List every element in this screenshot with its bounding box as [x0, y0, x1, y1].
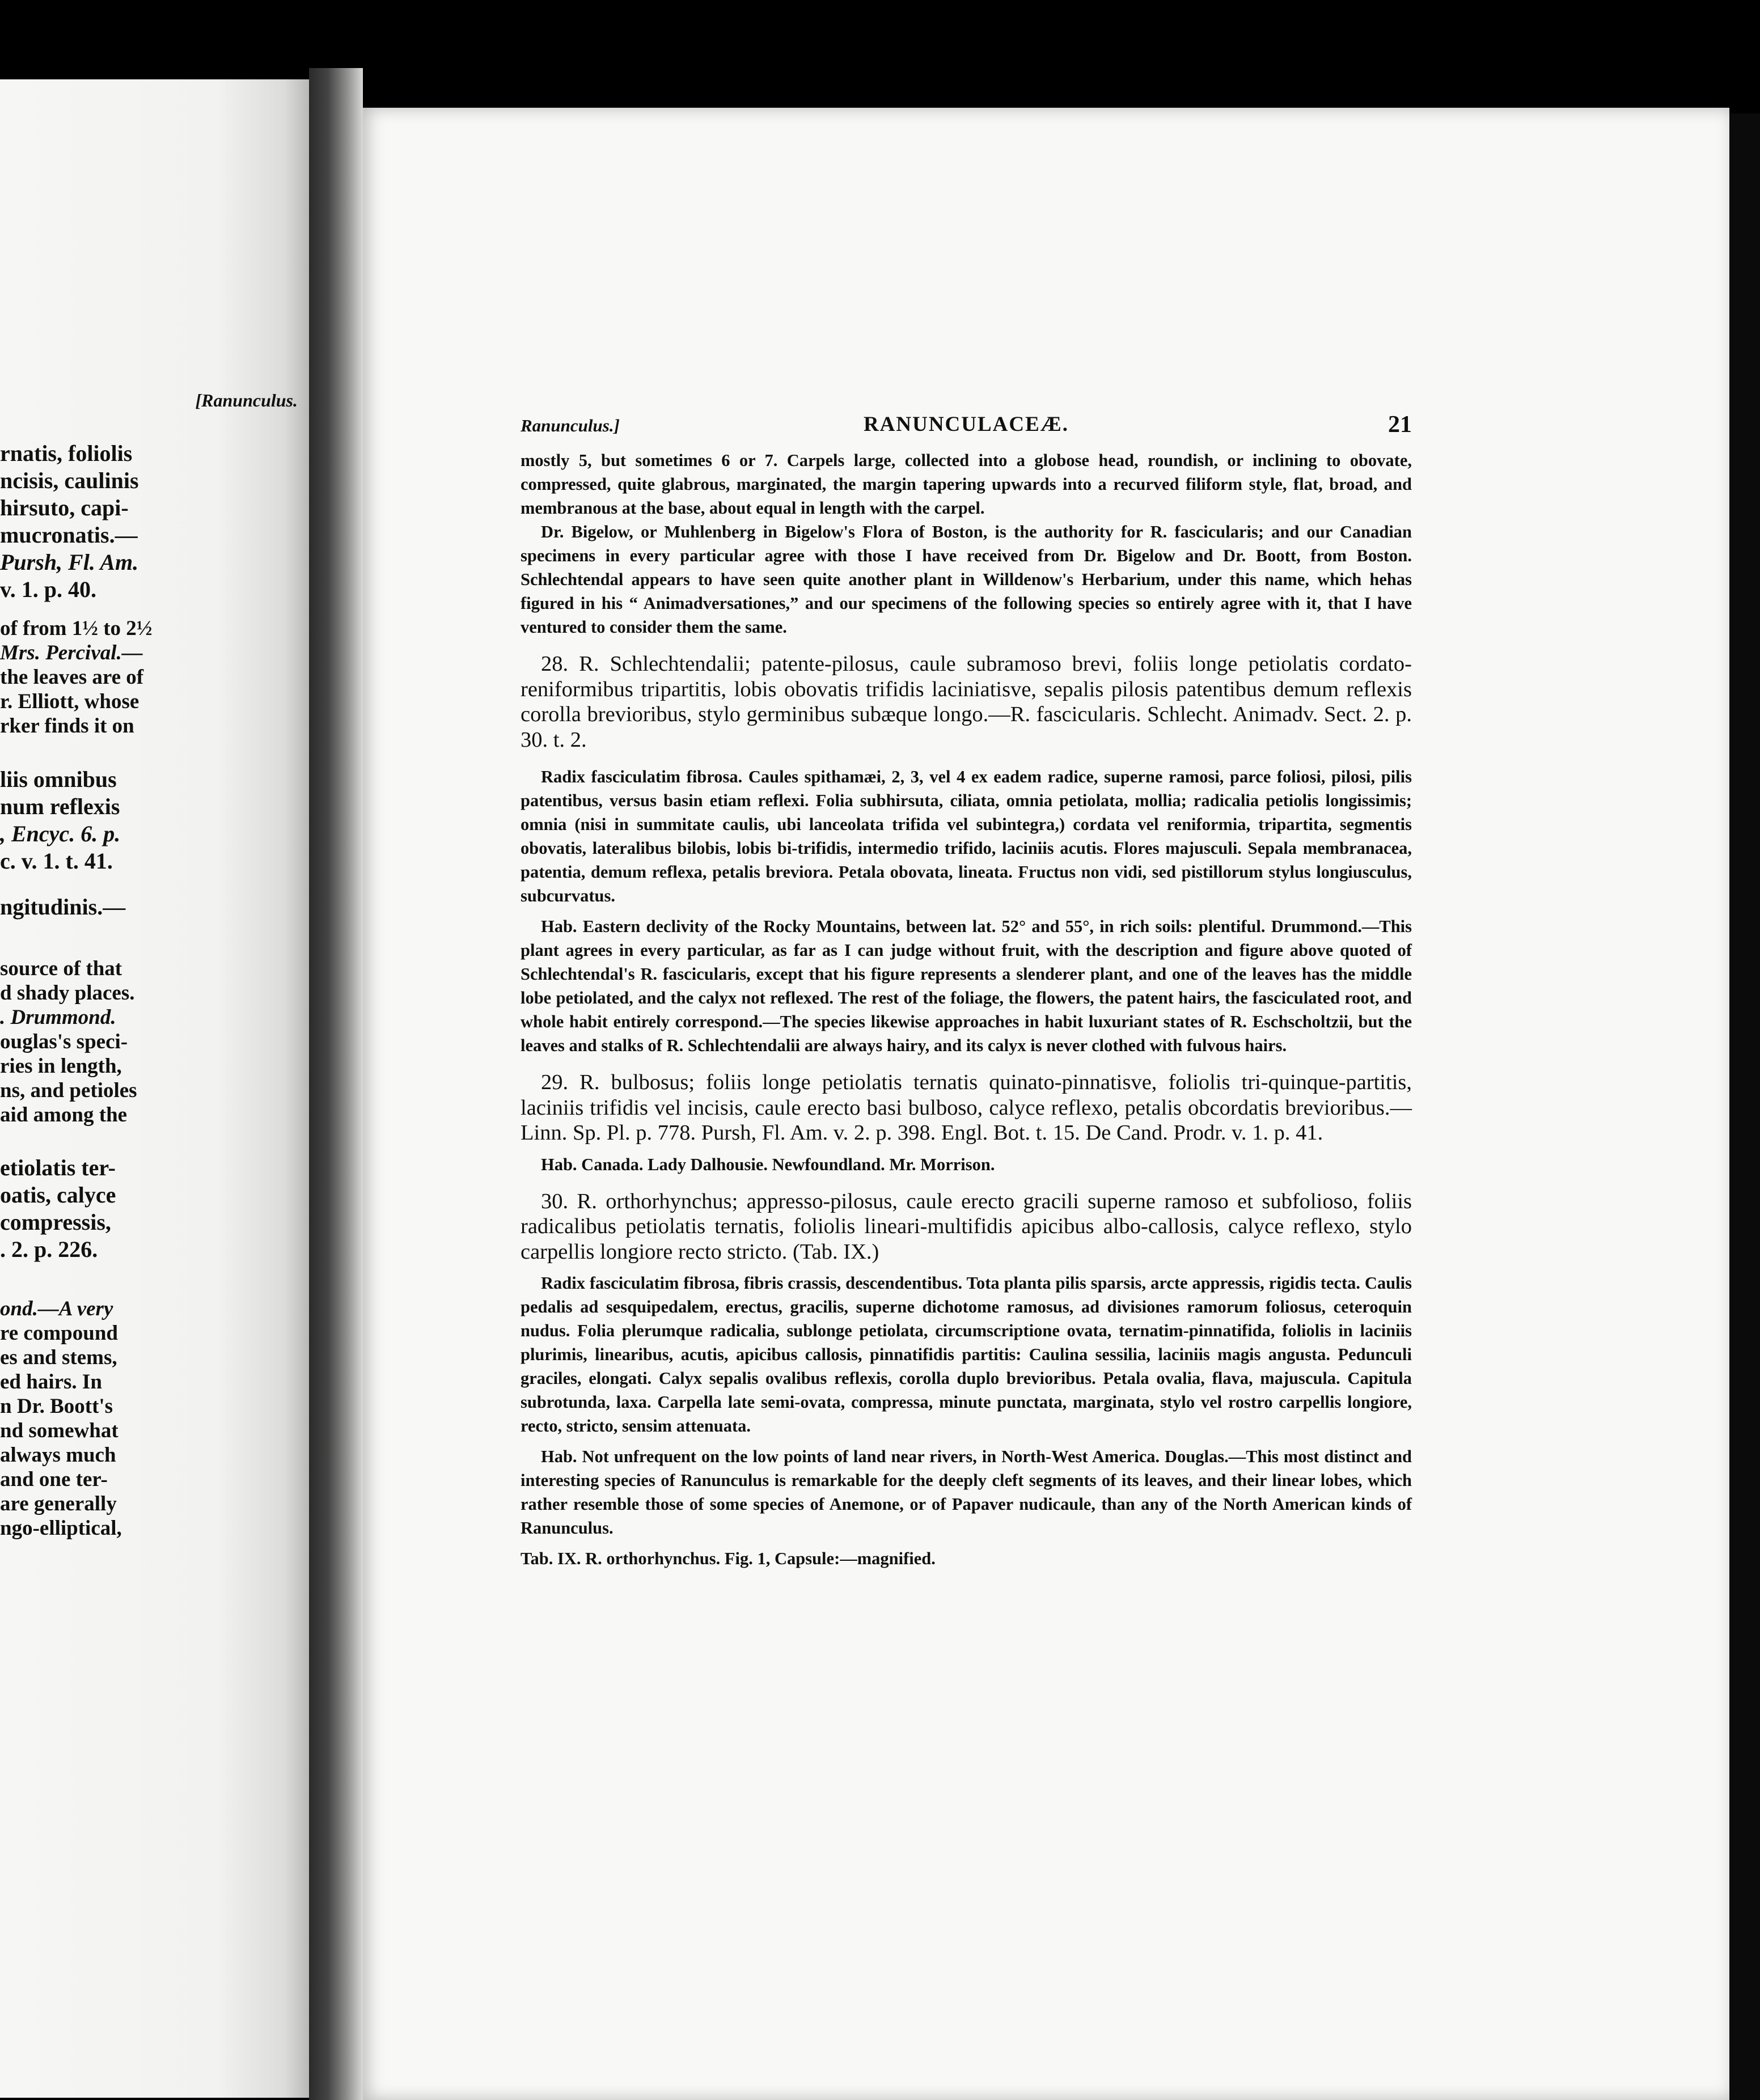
left-line: r. Elliott, whose	[0, 690, 139, 713]
left-line: . Drummond.	[0, 1006, 116, 1029]
left-line: and one ter-	[0, 1468, 108, 1491]
left-line: source of that	[0, 957, 122, 980]
left-facing-page	[0, 79, 309, 2098]
left-line: ngo-elliptical,	[0, 1517, 122, 1540]
left-line: d shady places.	[0, 981, 135, 1005]
species-30-description: Radix fasciculatim fibrosa, fibris crassis, descendentibus. Tota planta pilis sparsis, arcte appressis, rigidis tecta. Caulis pedalis ad sesquipedalem, erectus, gracilis, superne dichotome ramosus, ad divisiones ramorum foliosus, ceteroquin nudus. Folia plerumque radicalia, sublonge petiolata, circumscriptione ovata, ternatim-pinnatifida, foliolis in laciniis plurimis, linearibus, acutis, apicibus callosis, pinnatifidis partitis: Caulina sessilia, laciniis magis angusta. Pedunculi graciles, elongati. Calyx sepalis ovalibus reflexis, corolla duplo brevioribus. Petala ovalia, flava, majuscula. Capitula subrotunda, laxa. Carpella late semi-ovata, compressa, minute punctata, marginata, stylo vel rostro carpellis longiore, recto, stricto, sensim attenuata.	[521, 1273, 1412, 1436]
left-line: , Encyc. 6. p.	[0, 821, 121, 846]
species-30-habitat: Hab. Not unfrequent on the low points of land near rivers, in North-West America. Douglas.—This most distinct and interesting species of Ranunculus is remarkable for the deeply cleft segments of its leaves, and their linear lobes, which rather resemble those of some species of Anemone, or of Papaver nudicaule, than any of the North American kinds of Ranunculus.	[521, 1447, 1412, 1538]
left-line: rker finds it on	[0, 714, 134, 738]
left-line: n Dr. Boott's	[0, 1395, 113, 1418]
species-28-description: Radix fasciculatim fibrosa. Caules spithamæi, 2, 3, vel 4 ex eadem radice, superne ramosi, parce foliosi, pilosi, pilis patentibus, versus basin etiam reflexi. Folia subhirsuta, ciliata, omnia petiolata, mollia; radicalia petiolis longissimis; omnia (nisi in summitate caulis, ubi lanceolata trifida vel subintegra,) cordata vel reniformia, tripartita, segmentis obovatis, lateralibus bilobis, lobis bi-trifidis, intermedio trifido, laciniis acutis. Flores majusculi. Sepala membranacea, patentia, demum reflexa, petalis breviora. Petala obovata, lineata. Fructus non vidi, sed pistillorum stylus longiusculus, subcurvatus.	[521, 767, 1412, 905]
left-line: Pursh, Fl. Am.	[0, 549, 139, 575]
left-line: ries in length,	[0, 1055, 122, 1078]
left-line: es and stems,	[0, 1346, 117, 1369]
species-29-habitat: Hab. Canada. Lady Dalhousie. Newfoundland. Mr. Morrison.	[541, 1154, 995, 1174]
left-line: aid among the	[0, 1103, 128, 1127]
page-header	[521, 411, 1412, 445]
running-head-left: Ranunculus.]	[521, 416, 620, 435]
left-line: re compound	[0, 1322, 118, 1345]
left-line: ouglas's speci-	[0, 1030, 128, 1053]
left-line: the leaves are of	[0, 666, 144, 689]
left-line: mucronatis.—	[0, 522, 138, 548]
species-28-diagnosis: 28. R. Schlechtendalii; patente-pilosus, caule subramoso brevi, foliis longe petiolatis cordato-reniformibus tripartitis, lobis obovatis trifidis laciniatisve, sepalis pilosis patentibus demum reflexis corolla brevioribus, stylo germinibus subæque longo.—R. fascicularis. Schlecht. Animadv. Sect. 2. p. 30. t. 2.	[521, 652, 1412, 752]
left-line: Mrs. Percival.—	[0, 641, 143, 664]
left-line: always much	[0, 1443, 116, 1467]
left-line: v. 1. p. 40.	[0, 577, 97, 602]
species-30-diagnosis: 30. R. orthorhynchus; appresso-pilosus, caule erecto gracili superne ramoso et subfolioso, foliis radicalibus petiolatis ternatis, foliolis lineari-multifidis apicibus albo-callosis, calyce reflexo, stylo carpellis longiore recto stricto. (Tab. IX.)	[521, 1189, 1412, 1264]
running-head-title: RANUNCULACEÆ.	[863, 413, 1069, 436]
species-29-diagnosis: 29. R. bulbosus; foliis longe petiolatis ternatis quinato-pinnatisve, foliolis tri-quinque-partitis, laciniis trifidis vel incisis, caule erecto basi bulboso, calyce reflexo, petalis obcordatis brevioribus.—Linn. Sp. Pl. p. 778. Pursh, Fl. Am. v. 2. p. 398. Engl. Bot. t. 15. De Cand. Prodr. v. 1. p. 41.	[521, 1070, 1412, 1145]
left-line: ed hairs. In	[0, 1370, 102, 1394]
page-number: 21	[1388, 412, 1412, 438]
left-line: etiolatis ter-	[0, 1155, 116, 1180]
left-line: are generally	[0, 1492, 117, 1515]
left-line: hirsuto, capi-	[0, 495, 129, 520]
left-line: ond.—A very	[0, 1297, 113, 1320]
book-gutter	[309, 68, 363, 2100]
left-line: rnatis, foliolis	[0, 441, 133, 466]
left-line: num reflexis	[0, 794, 120, 819]
left-line: of from 1½ to 2½	[0, 617, 153, 640]
left-line: ngitudinis.—	[0, 894, 126, 920]
plate-caption: Tab. IX. R. orthorhynchus. Fig. 1, Capsule:—magnified.	[521, 1549, 936, 1568]
page-edge-shadow	[1729, 113, 1760, 2100]
note-paragraph: Dr. Bigelow, or Muhlenberg in Bigelow's Flora of Boston, is the authority for R. fascicularis; and our Canadian specimens in every particular agree with those I have received from Dr. Bigelow and Dr. Boott, from Boston. Schlechtendal appears to have seen quite another plant in Willdenow's Herbarium, under this name, which hehas figured in his “ Animadversationes,” and our specimens of the following species so entirely agree with it, that I have ventured to consider them the same.	[521, 522, 1412, 637]
species-28-habitat: Hab. Eastern declivity of the Rocky Mountains, between lat. 52° and 55°, in rich soils: plentiful. Drummond.—This plant agrees in every particular, as far as I can judge without fruit, with the description and figure above quoted of Schlechtendal's R. fascicularis, except that his figure represents a slenderer plant, and one of the leaves has the middle lobe petiolated, and the calyx not reflexed. The rest of the foliage, the flowers, the patent hairs, the fasciculated root, and whole habit entirely correspond.—The species likewise approaches in habit luxuriant states of R. Eschscholtzii, but the leaves and stalks of R. Schlechtendalii are always hairy, and its calyx is never clothed with fulvous hairs.	[521, 917, 1412, 1055]
left-line: nd somewhat	[0, 1419, 119, 1442]
continued-description: mostly 5, but sometimes 6 or 7. Carpels large, collected into a globose head, roundish, or inclining to obovate, compressed, quite glabrous, marginated, the margin tapering upwards into a recurved filiform style, flat, broad, and membranous at the base, about equal in length with the carpel.	[521, 451, 1412, 518]
left-line: liis omnibus	[0, 767, 117, 792]
left-line: compressis,	[0, 1209, 111, 1235]
left-line: ns, and petioles	[0, 1079, 137, 1102]
left-line: . 2. p. 226.	[0, 1237, 98, 1262]
left-line: c. v. 1. t. 41.	[0, 848, 113, 874]
left-line: oatis, calyce	[0, 1182, 116, 1208]
left-line: ncisis, caulinis	[0, 468, 139, 493]
page-content	[521, 411, 1412, 1570]
left-running-head: [Ranunculus.	[195, 390, 298, 410]
